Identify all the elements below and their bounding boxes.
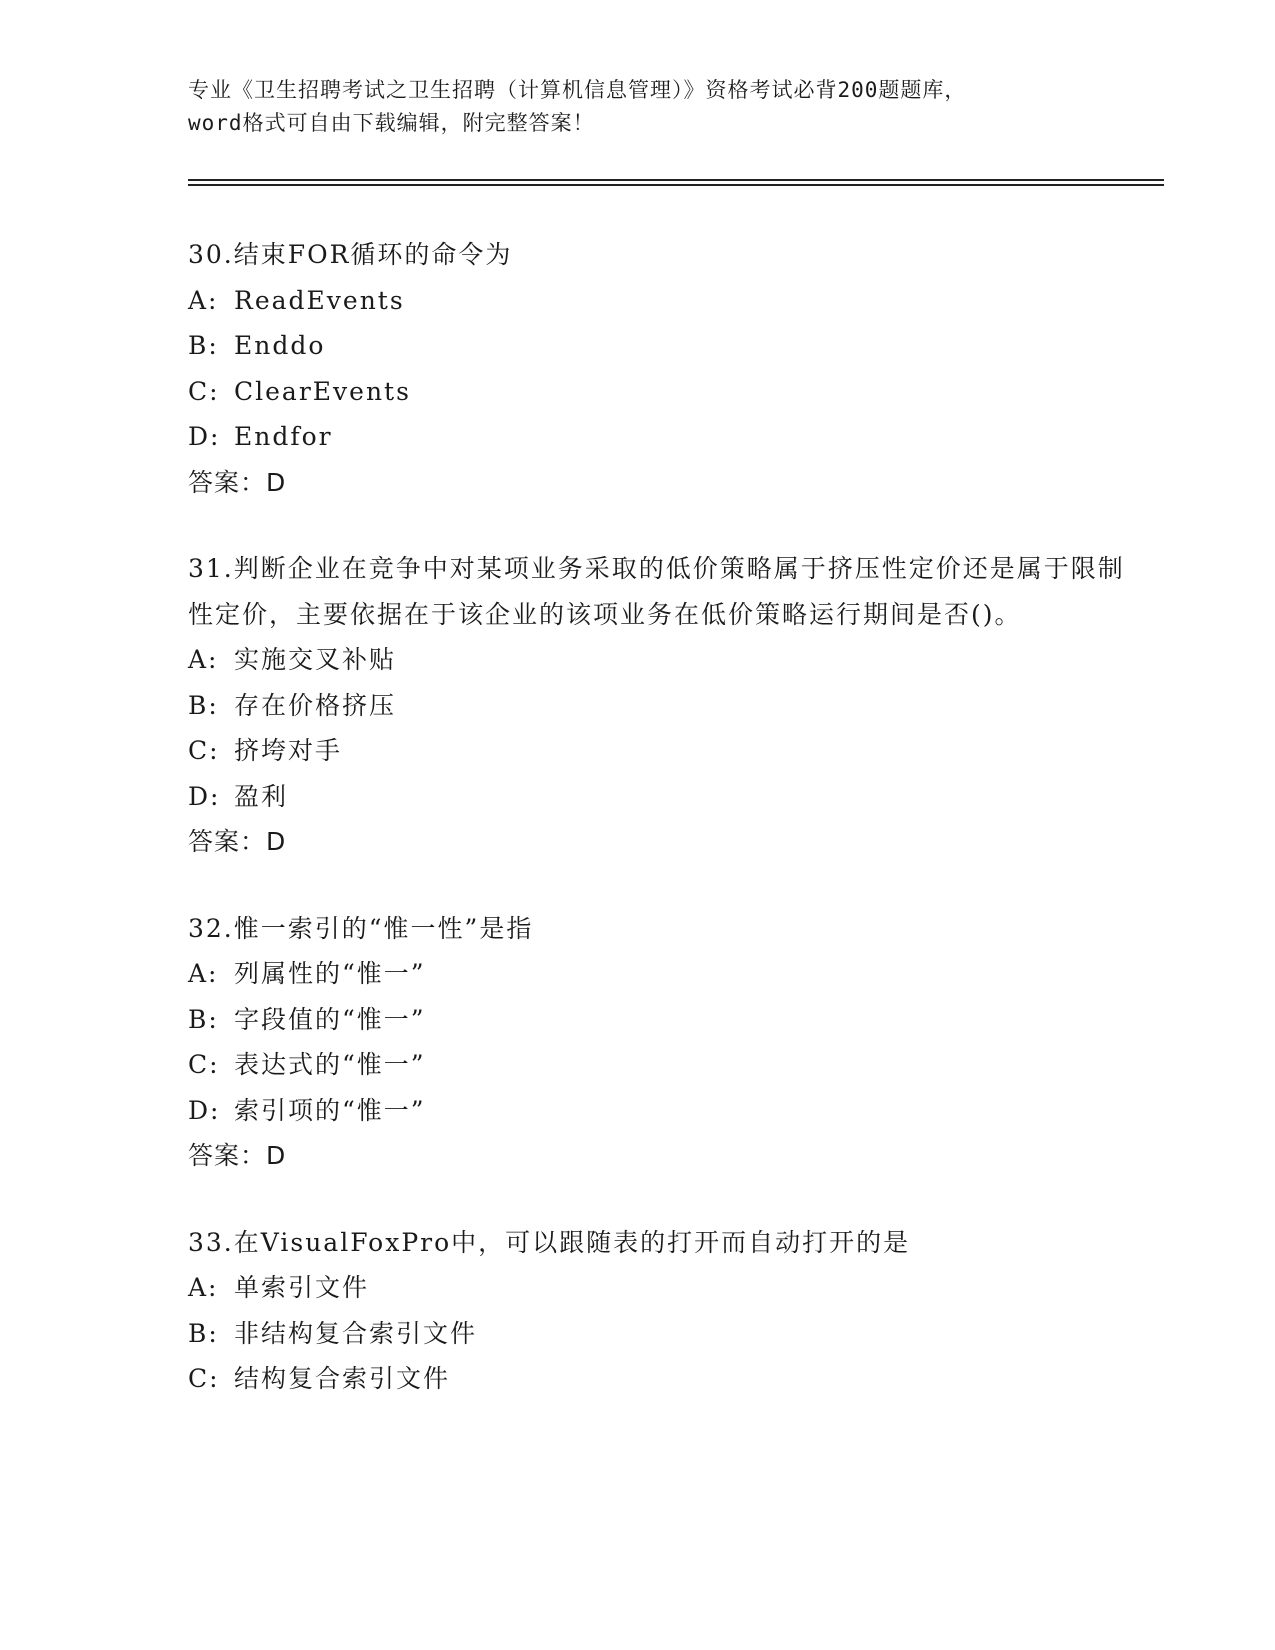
option-a xyxy=(188,951,1128,997)
option-letter: B: xyxy=(188,1004,219,1034)
option-text: ClearEvents xyxy=(234,376,411,406)
option-letter: D: xyxy=(188,1095,221,1125)
option-letter: A: xyxy=(188,959,219,988)
question-stem: 31.判断企业在竞争中对某项业务采取的低价策略属于挤压性定价还是属于限制性定价，主要依据在于该企业的该项业务在低价策略运行期间是否()。 xyxy=(188,554,1125,629)
option-letter: B: xyxy=(188,690,219,720)
option-text: 字段值的“惟一” xyxy=(234,1004,426,1034)
question-30 xyxy=(188,232,1128,505)
header-line-2: word格式可自由下载编辑，附完整答案！ xyxy=(188,111,595,135)
option-letter: A: xyxy=(188,645,219,674)
header-line-1: 专业《卫生招聘考试之卫生招聘（计算机信息管理）》资格考试必背200题题库， xyxy=(188,78,967,102)
document-header xyxy=(188,74,1088,140)
option-letter: A: xyxy=(188,285,219,315)
option-text: 盈利 xyxy=(234,781,289,811)
option-text: 列属性的“惟一” xyxy=(234,959,426,988)
question-31 xyxy=(188,546,1128,865)
answer-line: 答案：D xyxy=(188,1141,287,1170)
option-text: Enddo xyxy=(234,331,326,360)
option-text: 挤垮对手 xyxy=(234,736,343,765)
question-stem: 32.惟一索引的“惟一性”是指 xyxy=(188,913,534,943)
option-d xyxy=(188,774,1128,820)
option-a xyxy=(188,637,1128,683)
header-divider-top xyxy=(188,179,1164,181)
option-text: 存在价格挤压 xyxy=(234,690,397,720)
option-letter: C: xyxy=(188,1050,220,1079)
question-32 xyxy=(188,906,1128,1179)
option-letter: D: xyxy=(188,422,221,451)
option-c xyxy=(188,1356,1128,1402)
answer-line: 答案：D xyxy=(188,827,287,856)
option-text: ReadEvents xyxy=(234,285,405,315)
option-text: Endfor xyxy=(234,422,333,451)
option-letter: B: xyxy=(188,331,219,360)
option-b xyxy=(188,683,1128,729)
question-33 xyxy=(188,1220,1128,1402)
option-d xyxy=(188,1088,1128,1134)
option-a xyxy=(188,1265,1128,1311)
option-text: 非结构复合索引文件 xyxy=(234,1318,478,1348)
option-text: 索引项的“惟一” xyxy=(234,1095,426,1125)
option-letter: C: xyxy=(188,736,220,765)
option-c xyxy=(188,1042,1128,1088)
option-d xyxy=(188,414,1128,460)
question-stem: 30.结束FOR循环的命令为 xyxy=(188,240,513,269)
option-a xyxy=(188,278,1128,324)
question-list xyxy=(188,232,1128,1443)
option-b xyxy=(188,323,1128,369)
option-letter: B: xyxy=(188,1318,219,1348)
option-letter: C: xyxy=(188,1364,220,1393)
option-c xyxy=(188,369,1128,415)
option-text: 结构复合索引文件 xyxy=(234,1364,451,1393)
option-letter: A: xyxy=(188,1273,219,1302)
option-text: 单索引文件 xyxy=(234,1273,370,1302)
option-letter: D: xyxy=(188,781,221,811)
option-c xyxy=(188,728,1128,774)
option-b xyxy=(188,1311,1128,1357)
answer-line: 答案：D xyxy=(188,467,287,497)
option-text: 表达式的“惟一” xyxy=(234,1050,426,1079)
question-stem: 33.在VisualFoxPro中，可以跟随表的打开而自动打开的是 xyxy=(188,1227,911,1257)
option-letter: C: xyxy=(188,376,220,406)
header-divider-bottom xyxy=(188,184,1164,186)
option-text: 实施交叉补贴 xyxy=(234,645,397,674)
option-b xyxy=(188,997,1128,1043)
